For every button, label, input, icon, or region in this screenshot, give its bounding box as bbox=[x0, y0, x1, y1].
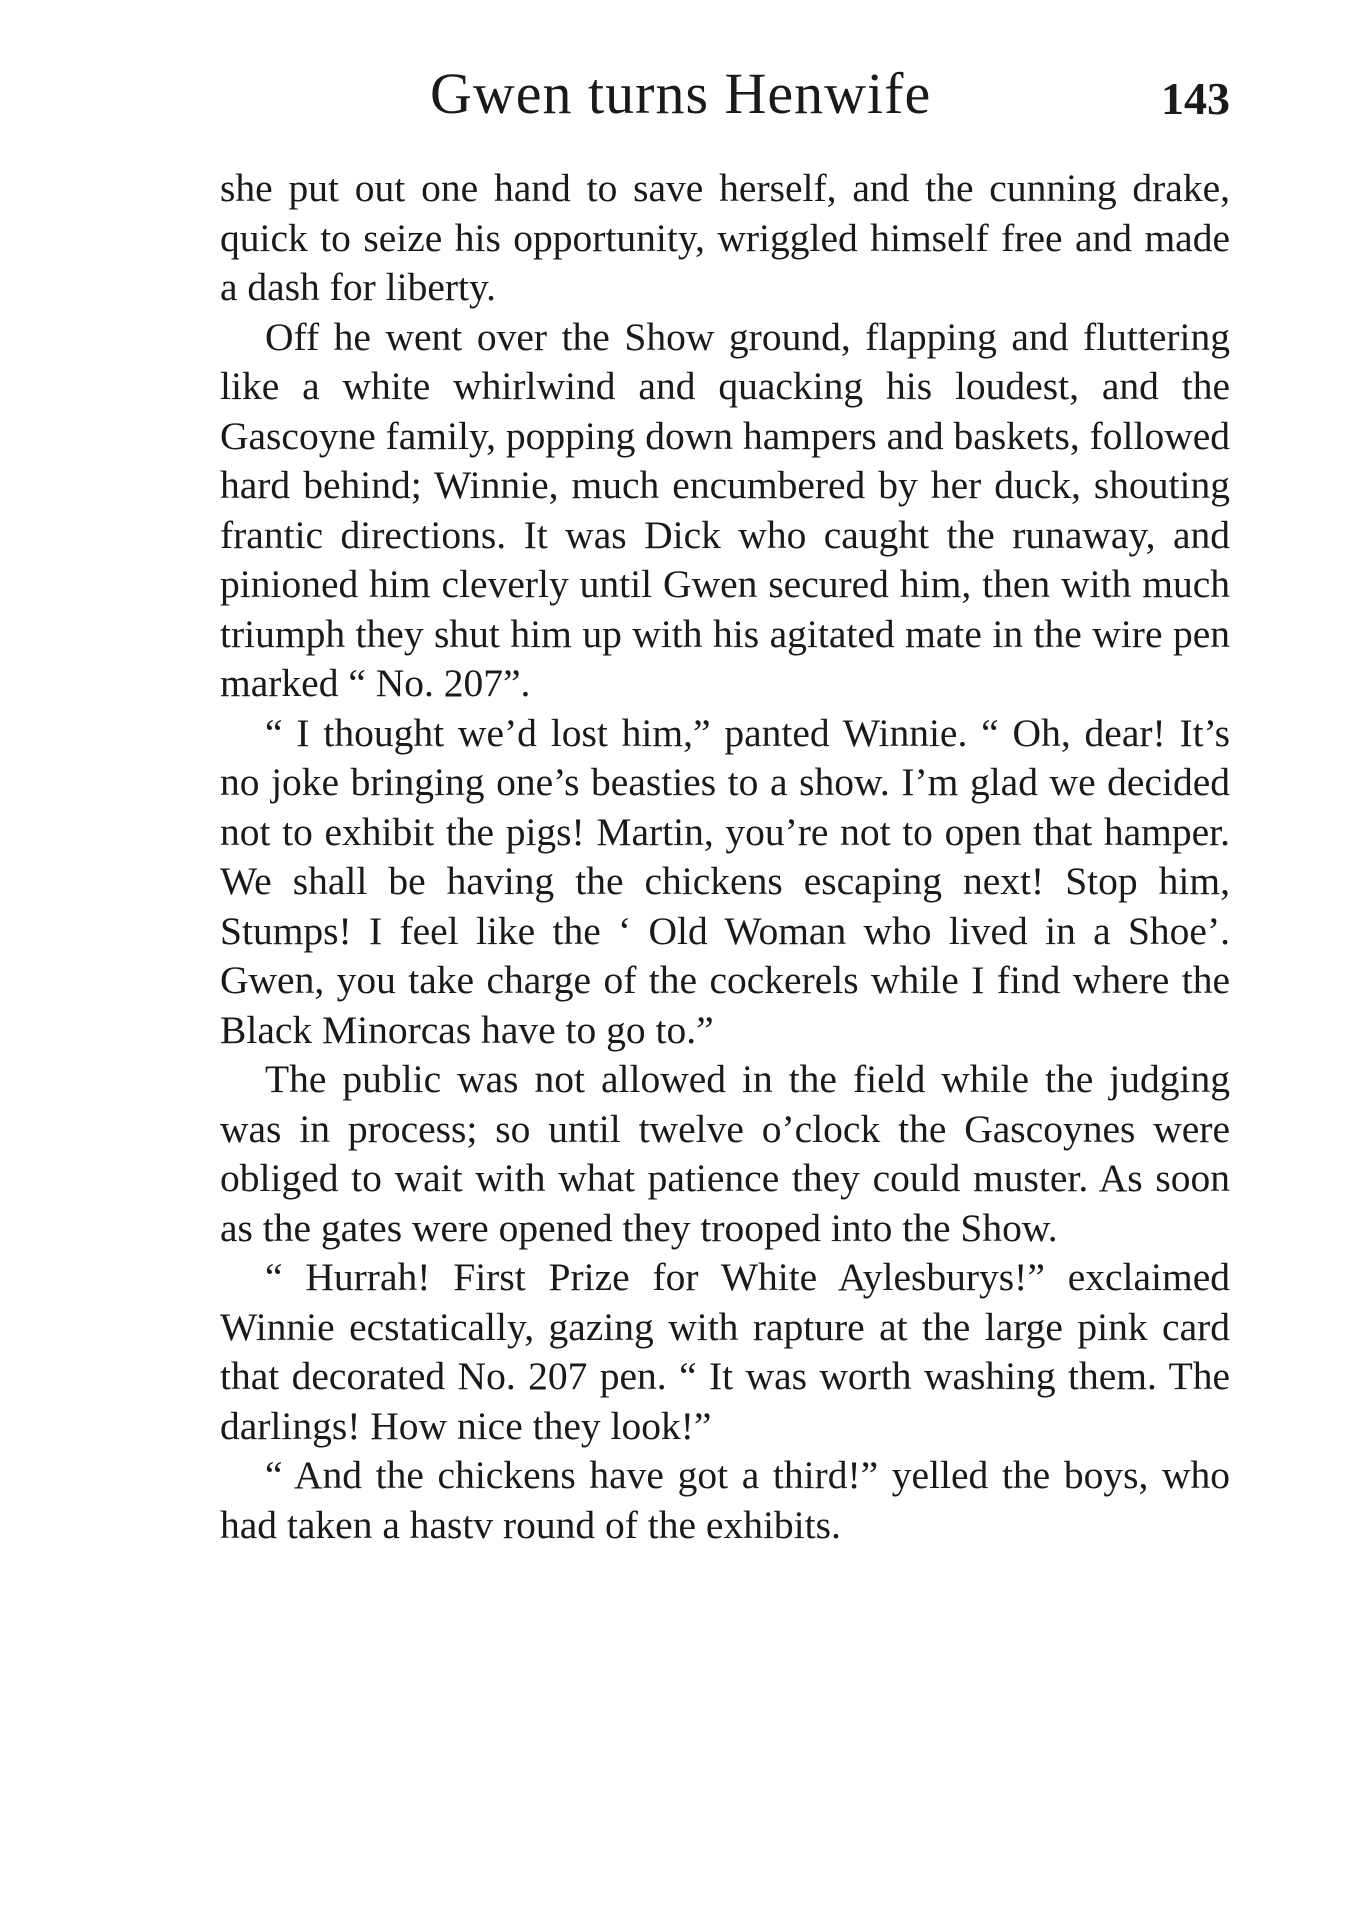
paragraph: “ Hurrah! First Prize for White Aylesburys!” exclaimed Winnie ecstatically, gazing with rapture at the large pink card that decorated No. 207 pen. “ It was worth washing them. The darlings! How nice they look!” bbox=[220, 1255, 1230, 1448]
page-header bbox=[220, 60, 1230, 132]
page-number: 143 bbox=[1161, 73, 1230, 124]
running-title: Gwen turns Henwife bbox=[430, 61, 932, 126]
paragraph-continued: she put out one hand to save herself, and the cunning drake, quick to seize his opportunity, wriggled himself free and made a dash for liberty. bbox=[220, 166, 1230, 309]
paragraph: The public was not allowed in the field while the judging was in process; so until twelve o’clock the Gascoynes were obliged to wait with what patience they could muster. As soon as the gates were opened they trooped into the Show. bbox=[220, 1057, 1230, 1250]
paragraph: “ I thought we’d lost him,” panted Winnie. “ Oh, dear! It’s no joke bringing one’s beasties to a show. I’m glad we decided not to exhibit the pigs! Martin, you’re not to open that hamper. We shall be having the chickens escaping next! Stop him, Stumps! I feel like the ‘ Old Woman who lived in a Shoe’. Gwen, you take charge of the cockerels while I find where the Black Minorcas have to go to.” bbox=[220, 710, 1230, 1052]
body-text bbox=[220, 164, 1230, 1550]
paragraph: “ And the chickens have got a third!” yelled the boys, who had taken a hastv round of the exhibits. bbox=[220, 1453, 1230, 1547]
paragraph: Off he went over the Show ground, flapping and fluttering like a white whirlwind and quacking his loudest, and the Gascoyne family, popping down hampers and baskets, followed hard behind; Winnie, much encumbered by her duck, shouting frantic directions. It was Dick who caught the runaway, and pinioned him cleverly until Gwen secured him, then with much triumph they shut him up with his agitated mate in the wire pen marked “ No. 207”. bbox=[220, 314, 1230, 705]
